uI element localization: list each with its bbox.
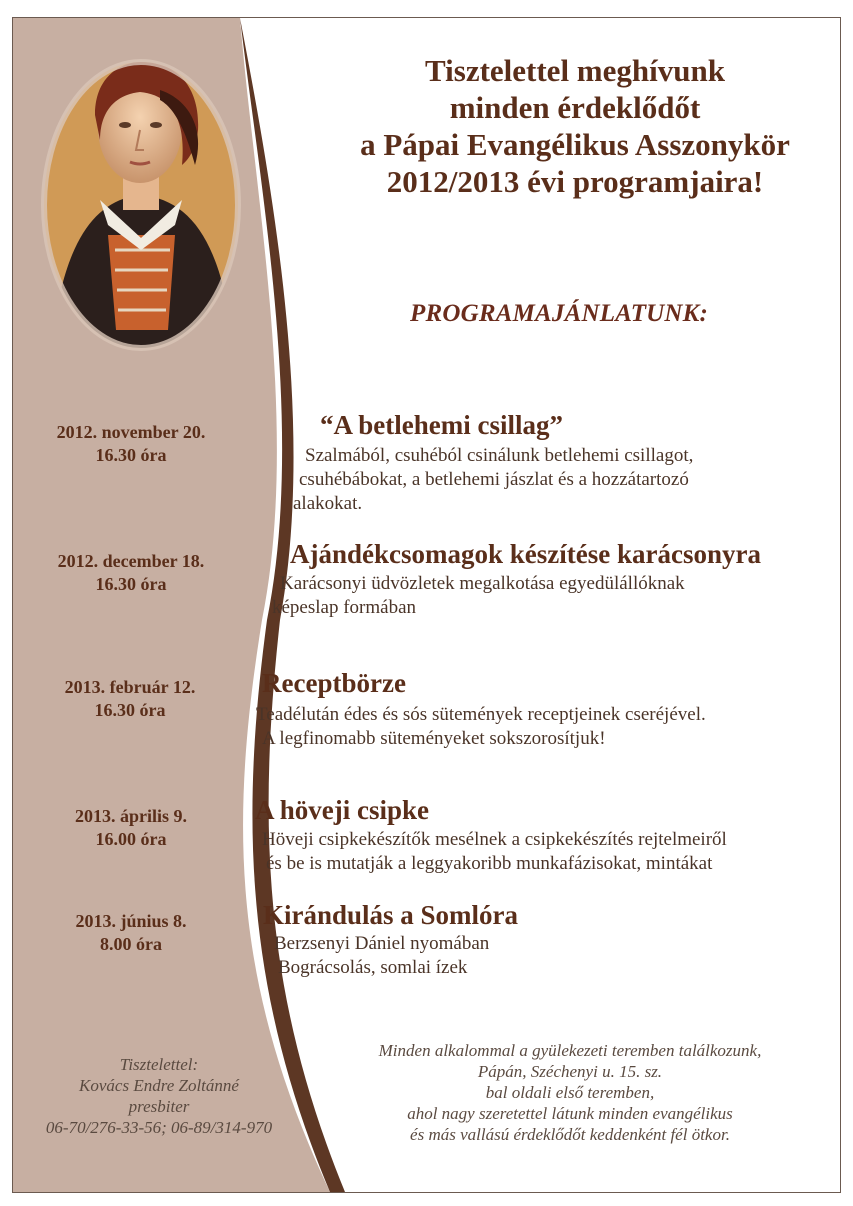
event-date-day: 2013. június 8. xyxy=(75,911,187,931)
footer-line: Minden alkalommal a gyülekezeti teremben találkozunk, xyxy=(378,1041,762,1060)
event-description-line: alakokat. xyxy=(293,493,363,514)
signature-line: Tisztelettel: xyxy=(119,1055,199,1074)
event-date xyxy=(11,421,251,467)
event-description-line: Szalmából, csuhéból csinálunk betlehemi csillagot, xyxy=(305,445,694,466)
signature-phone: 06-70/276-33-56; 06-89/314-970 xyxy=(45,1118,273,1137)
event-date xyxy=(11,550,251,596)
event-description-line: Höveji csipkekészítők mesélnek a csipkekészítés rejtelmeiről xyxy=(262,829,727,850)
title-line: 2012/2013 évi programjaira! xyxy=(386,164,764,199)
event-title: Ajándékcsomagok készítése karácsonyra xyxy=(290,539,761,569)
event-description-line: képeslap formában xyxy=(272,597,417,618)
event-time: 16.30 óra xyxy=(95,445,167,465)
footer-note xyxy=(330,1040,810,1145)
title-line: minden érdeklődőt xyxy=(449,90,701,125)
signature-block xyxy=(24,1054,294,1138)
event-date xyxy=(11,910,251,956)
footer-line: és más vallású érdeklődőt keddenként fél ötkor. xyxy=(410,1125,730,1144)
event-description-line: Teadélután édes és sós sütemények receptjeinek cseréjével. xyxy=(256,704,706,725)
event-date-day: 2012. november 20. xyxy=(56,422,206,442)
event-time: 8.00 óra xyxy=(100,934,162,954)
event-date xyxy=(11,805,251,851)
event-title: “A betlehemi csillag” xyxy=(320,410,563,440)
signature-line: Kovács Endre Zoltánné xyxy=(79,1076,239,1095)
event-title: Receptbörze xyxy=(262,668,406,698)
footer-line: bal oldali első teremben, xyxy=(485,1083,655,1102)
title-line: a Pápai Evangélikus Asszonykör xyxy=(360,127,790,162)
event-description-line: csuhébábokat, a betlehemi jászlat és a hozzátartozó xyxy=(299,469,689,490)
event-description-line: A legfinomabb süteményeket sokszorosítjuk! xyxy=(262,728,606,749)
title-line: Tisztelettel meghívunk xyxy=(425,53,725,88)
event-time: 16.30 óra xyxy=(95,574,167,594)
event-time: 16.00 óra xyxy=(95,829,167,849)
event-title: A höveji csipke xyxy=(255,795,430,825)
event-description-line: és be is mutatják a leggyakoribb munkafázisokat, mintákat xyxy=(266,853,713,874)
signature-line: presbiter xyxy=(128,1097,190,1116)
event-date-day: 2013. április 9. xyxy=(74,806,187,826)
event-title: Kirándulás a Somlóra xyxy=(263,900,519,930)
event-description-line: Karácsonyi üdvözletek megalkotása egyedülállóknak xyxy=(280,573,685,594)
footer-line: ahol nagy szeretettel látunk minden evangélikus xyxy=(407,1104,733,1123)
event-date xyxy=(10,676,250,722)
event-time: 16.30 óra xyxy=(94,700,166,720)
program-heading: PROGRAMAJÁNLATUNK: xyxy=(410,300,709,327)
event-description-line: Berzsenyi Dániel nyomában xyxy=(274,933,490,954)
event-description-line: Bográcsolás, somlai ízek xyxy=(278,957,468,978)
event-date-day: 2013. február 12. xyxy=(64,677,196,697)
event-date-day: 2012. december 18. xyxy=(57,551,205,571)
footer-line: Pápán, Széchenyi u. 15. sz. xyxy=(477,1062,663,1081)
